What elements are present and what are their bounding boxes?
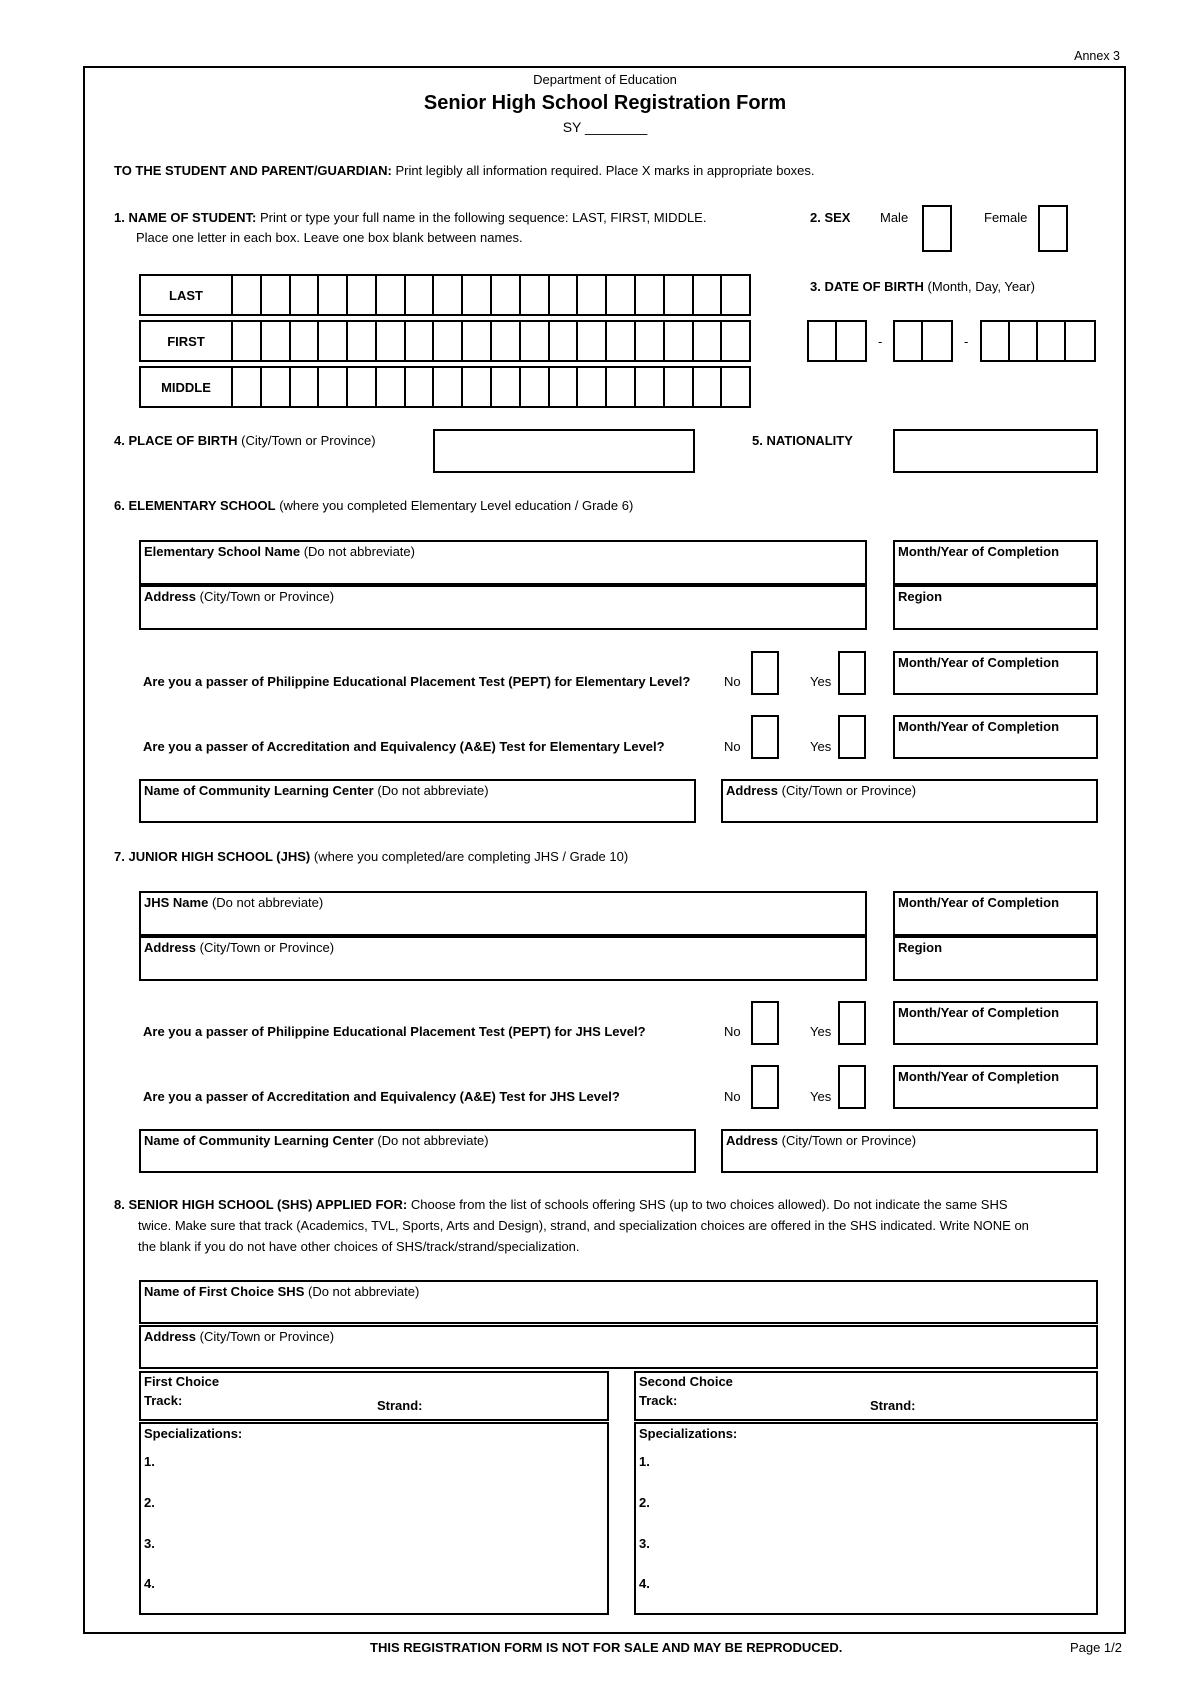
- letter-box[interactable]: [406, 368, 435, 406]
- jhs-pept-completion-field[interactable]: [893, 1001, 1098, 1045]
- second-choice-specialization-4: 4.: [639, 1576, 650, 1591]
- shs-text-1: Choose from the list of schools offering SHS (up to two choices allowed). Do not indicate the same SHS: [410, 1197, 1008, 1212]
- letter-box[interactable]: [665, 322, 694, 360]
- letter-box[interactable]: [319, 276, 348, 314]
- letter-box[interactable]: [233, 368, 262, 406]
- digit-box[interactable]: [1038, 322, 1066, 360]
- jhs-ae-yes-label: Yes: [810, 1089, 832, 1104]
- letter-box[interactable]: [694, 276, 723, 314]
- letter-box[interactable]: [262, 276, 291, 314]
- jhs-ae-no-label: No: [724, 1089, 741, 1104]
- first-choice-specialization-2: 2.: [144, 1495, 155, 1510]
- letter-box[interactable]: [463, 322, 492, 360]
- elementary-address-field[interactable]: [139, 585, 867, 630]
- letter-box[interactable]: [550, 368, 579, 406]
- jhs-heading: [114, 849, 628, 864]
- letter-box[interactable]: [665, 368, 694, 406]
- elementary-heading: [114, 498, 633, 513]
- digit-box[interactable]: [982, 322, 1010, 360]
- dob-number: 3.: [810, 279, 821, 294]
- letter-box[interactable]: [377, 322, 406, 360]
- dob-day-cells[interactable]: [893, 320, 953, 362]
- dob-separator-2: -: [964, 334, 969, 349]
- elementary-ae-question: Are you a passer of Accreditation and Equivalency (A&E) Test for Elementary Level?: [143, 739, 665, 754]
- nationality-number: 5.: [752, 433, 763, 448]
- letter-box[interactable]: [319, 322, 348, 360]
- female-checkbox[interactable]: [1038, 205, 1068, 252]
- first-name-label: FIRST: [141, 322, 233, 360]
- nationality-input[interactable]: [893, 429, 1098, 473]
- dob-note: (Month, Day, Year): [927, 279, 1035, 294]
- letter-box[interactable]: [521, 322, 550, 360]
- footer-notice: THIS REGISTRATION FORM IS NOT FOR SALE AND MAY BE REPRODUCED.: [370, 1640, 843, 1655]
- elementary-ae-yes-label: Yes: [810, 739, 832, 754]
- first-choice-shs-address-label: Address (City/Town or Province): [144, 1329, 335, 1344]
- letter-box[interactable]: [262, 322, 291, 360]
- jhs-ae-yes-checkbox[interactable]: [838, 1065, 866, 1109]
- jhs-address-field[interactable]: [139, 936, 867, 981]
- second-choice-track-field[interactable]: [634, 1371, 1098, 1421]
- dob-year-cells[interactable]: [980, 320, 1096, 362]
- nationality-heading: NATIONALITY: [766, 433, 853, 448]
- sex-heading: SEX: [824, 210, 851, 225]
- place-of-birth-label: [114, 433, 376, 448]
- first-choice-track-label: Track:: [144, 1393, 183, 1408]
- elementary-ae-yes-checkbox[interactable]: [838, 715, 866, 759]
- jhs-pept-yes-label: Yes: [810, 1024, 832, 1039]
- form-title: Senior High School Registration Form: [423, 92, 787, 114]
- place-of-birth-input[interactable]: [433, 429, 695, 473]
- letter-box[interactable]: [694, 322, 723, 360]
- jhs-ae-completion-field[interactable]: [893, 1065, 1098, 1109]
- letter-box[interactable]: [463, 276, 492, 314]
- letter-box[interactable]: [406, 276, 435, 314]
- first-choice-specialization-4: 4.: [144, 1576, 155, 1591]
- letter-box[interactable]: [550, 276, 579, 314]
- elementary-ae-completion-field[interactable]: [893, 715, 1098, 759]
- middle-name-label: MIDDLE: [141, 368, 233, 406]
- instructions-text: Print legibly all information required. Place X marks in appropriate boxes.: [395, 163, 815, 178]
- letter-box[interactable]: [636, 322, 665, 360]
- elementary-pept-completion-field[interactable]: [893, 651, 1098, 695]
- first-choice-specialization-3: 3.: [144, 1536, 155, 1551]
- last-name-cells[interactable]: [233, 276, 749, 314]
- elementary-school-name-label: Elementary School Name (Do not abbreviate): [144, 544, 415, 559]
- shs-number: 8.: [114, 1197, 125, 1212]
- jhs-name-field[interactable]: [139, 891, 867, 936]
- letter-box[interactable]: [636, 276, 665, 314]
- department-label: Department of Education: [533, 72, 677, 87]
- annex-label: Annex 3: [1074, 49, 1120, 63]
- second-choice-specialization-2: 2.: [639, 1495, 650, 1510]
- shs-heading: [114, 1197, 1008, 1212]
- elementary-completion-field[interactable]: [893, 540, 1098, 585]
- jhs-note: (where you completed/are completing JHS / Grade 10): [313, 849, 629, 864]
- last-name-label: LAST: [141, 276, 233, 314]
- letter-box[interactable]: [722, 276, 749, 314]
- elementary-pept-no-label: No: [724, 674, 741, 689]
- letter-box[interactable]: [578, 368, 607, 406]
- letter-box[interactable]: [463, 368, 492, 406]
- first-choice-specialization-1: 1.: [144, 1454, 155, 1469]
- letter-box[interactable]: [607, 368, 636, 406]
- elementary-school-name-field[interactable]: [139, 540, 867, 585]
- last-name-row[interactable]: [139, 274, 751, 316]
- elementary-note: (where you completed Elementary Level education / Grade 6): [279, 498, 634, 513]
- letter-box[interactable]: [665, 276, 694, 314]
- letter-box[interactable]: [348, 368, 377, 406]
- shs-text-2: twice. Make sure that track (Academics, TVL, Sports, Arts and Design), strand, and specialization choices are offered in the SHS indicated. Write NONE on: [138, 1218, 1029, 1233]
- letter-box[interactable]: [291, 368, 320, 406]
- school-year-label: SY ________: [562, 119, 648, 135]
- letter-box[interactable]: [377, 276, 406, 314]
- nationality-label: [752, 433, 853, 448]
- digit-box[interactable]: [923, 322, 951, 360]
- jhs-clc-address-label: Address (City/Town or Province): [726, 1133, 917, 1148]
- digit-box[interactable]: [809, 322, 837, 360]
- jhs-pept-yes-checkbox[interactable]: [838, 1001, 866, 1045]
- digit-box[interactable]: [1066, 322, 1094, 360]
- jhs-ae-completion-label: Month/Year of Completion: [898, 1069, 1060, 1084]
- jhs-region-label: Region: [898, 940, 943, 955]
- elementary-pept-completion-label: Month/Year of Completion: [898, 655, 1060, 670]
- first-choice-shs-field[interactable]: [139, 1280, 1098, 1324]
- elementary-clc-address-label: Address (City/Town or Province): [726, 783, 917, 798]
- elementary-label: ELEMENTARY SCHOOL: [128, 498, 276, 513]
- second-choice-track-label: Track:: [639, 1393, 678, 1408]
- elementary-pept-yes-label: Yes: [810, 674, 832, 689]
- jhs-pept-completion-label: Month/Year of Completion: [898, 1005, 1060, 1020]
- jhs-address-label: Address (City/Town or Province): [144, 940, 335, 955]
- letter-box[interactable]: [636, 368, 665, 406]
- elementary-clc-name-field[interactable]: [139, 779, 696, 823]
- elementary-region-label: Region: [898, 589, 943, 604]
- letter-box[interactable]: [607, 276, 636, 314]
- letter-box[interactable]: [233, 276, 262, 314]
- first-name-row[interactable]: [139, 320, 751, 362]
- digit-box[interactable]: [837, 322, 865, 360]
- second-choice-specializations-field[interactable]: [634, 1422, 1098, 1615]
- letter-box[interactable]: [722, 368, 749, 406]
- letter-box[interactable]: [578, 322, 607, 360]
- elementary-pept-no-checkbox[interactable]: [751, 651, 779, 695]
- letter-box[interactable]: [377, 368, 406, 406]
- jhs-pept-no-label: No: [724, 1024, 741, 1039]
- letter-box[interactable]: [319, 368, 348, 406]
- male-label: Male: [880, 210, 909, 225]
- letter-box[interactable]: [262, 368, 291, 406]
- jhs-clc-address-field[interactable]: [721, 1129, 1098, 1173]
- letter-box[interactable]: [406, 322, 435, 360]
- letter-box[interactable]: [348, 322, 377, 360]
- instructions-label: TO THE STUDENT AND PARENT/GUARDIAN:: [114, 163, 392, 178]
- letter-box[interactable]: [607, 322, 636, 360]
- male-checkbox[interactable]: [922, 205, 952, 252]
- jhs-completion-label: Month/Year of Completion: [898, 895, 1060, 910]
- sex-number: 2.: [810, 210, 821, 225]
- second-choice-specialization-3: 3.: [639, 1536, 650, 1551]
- letter-box[interactable]: [492, 368, 521, 406]
- elementary-clc-name-label: Name of Community Learning Center (Do not abbreviate): [144, 783, 489, 798]
- name-section-heading: [114, 210, 706, 225]
- letter-box[interactable]: [492, 276, 521, 314]
- elementary-ae-no-label: No: [724, 739, 741, 754]
- first-choice-label: First Choice: [144, 1374, 220, 1389]
- dob-heading: DATE OF BIRTH: [824, 279, 924, 294]
- dob-month-cells[interactable]: [807, 320, 867, 362]
- dob-separator: -: [878, 334, 883, 349]
- first-choice-shs-label: Name of First Choice SHS (Do not abbreviate): [144, 1284, 420, 1299]
- letter-box[interactable]: [578, 276, 607, 314]
- letter-box[interactable]: [434, 276, 463, 314]
- first-choice-specializations-field[interactable]: [139, 1422, 609, 1615]
- name-section-label: NAME OF STUDENT:: [128, 210, 257, 225]
- letter-box[interactable]: [722, 322, 749, 360]
- letter-box[interactable]: [521, 276, 550, 314]
- dob-label: [810, 279, 1035, 294]
- place-of-birth-number: 4.: [114, 433, 125, 448]
- jhs-region-field[interactable]: [893, 936, 1098, 981]
- jhs-clc-name-label: Name of Community Learning Center (Do not abbreviate): [144, 1133, 489, 1148]
- letter-box[interactable]: [233, 322, 262, 360]
- jhs-ae-no-checkbox[interactable]: [751, 1065, 779, 1109]
- jhs-label: JUNIOR HIGH SCHOOL (JHS): [128, 849, 311, 864]
- jhs-number: 7.: [114, 849, 125, 864]
- letter-box[interactable]: [291, 322, 320, 360]
- digit-box[interactable]: [1010, 322, 1038, 360]
- place-of-birth-note: (City/Town or Province): [241, 433, 376, 448]
- letter-box[interactable]: [434, 322, 463, 360]
- elementary-ae-no-checkbox[interactable]: [751, 715, 779, 759]
- instructions: [114, 163, 815, 178]
- second-choice-specialization-1: 1.: [639, 1454, 650, 1469]
- jhs-pept-no-checkbox[interactable]: [751, 1001, 779, 1045]
- place-of-birth-heading: PLACE OF BIRTH: [128, 433, 238, 448]
- letter-box[interactable]: [694, 368, 723, 406]
- female-label: Female: [984, 210, 1028, 225]
- elementary-clc-address-field[interactable]: [721, 779, 1098, 823]
- elementary-pept-yes-checkbox[interactable]: [838, 651, 866, 695]
- elementary-pept-question: Are you a passer of Philippine Educational Placement Test (PEPT) for Elementary Level?: [143, 674, 691, 689]
- middle-name-cells[interactable]: [233, 368, 749, 406]
- shs-label: SENIOR HIGH SCHOOL (SHS) APPLIED FOR:: [128, 1197, 408, 1212]
- letter-box[interactable]: [521, 368, 550, 406]
- jhs-name-label: JHS Name (Do not abbreviate): [144, 895, 324, 910]
- elementary-number: 6.: [114, 498, 125, 513]
- first-choice-shs-address-field[interactable]: [139, 1325, 1098, 1369]
- name-section-text-2: Place one letter in each box. Leave one box blank between names.: [136, 230, 523, 245]
- jhs-completion-field[interactable]: [893, 891, 1098, 936]
- letter-box[interactable]: [492, 322, 521, 360]
- page-number: Page 1/2: [1069, 1640, 1122, 1655]
- name-section-number: 1.: [114, 210, 125, 225]
- second-choice-specializations-label: Specializations:: [639, 1426, 738, 1441]
- second-choice-strand-label: Strand:: [870, 1398, 916, 1413]
- jhs-clc-name-field[interactable]: [139, 1129, 696, 1173]
- first-name-cells[interactable]: [233, 322, 749, 360]
- digit-box[interactable]: [895, 322, 923, 360]
- jhs-ae-question: Are you a passer of Accreditation and Equivalency (A&E) Test for JHS Level?: [143, 1089, 620, 1104]
- letter-box[interactable]: [434, 368, 463, 406]
- elementary-region-field[interactable]: [893, 585, 1098, 630]
- elementary-ae-completion-label: Month/Year of Completion: [898, 719, 1060, 734]
- sex-label: [810, 210, 850, 225]
- first-choice-strand-label: Strand:: [377, 1398, 423, 1413]
- first-choice-track-field[interactable]: [139, 1371, 609, 1421]
- elementary-address-label: Address (City/Town or Province): [144, 589, 335, 604]
- second-choice-label: Second Choice: [639, 1374, 733, 1389]
- middle-name-row[interactable]: [139, 366, 751, 408]
- shs-text-3: the blank if you do not have other choices of SHS/track/strand/specialization.: [138, 1239, 580, 1254]
- jhs-pept-question: Are you a passer of Philippine Educational Placement Test (PEPT) for JHS Level?: [143, 1024, 646, 1039]
- elementary-completion-label: Month/Year of Completion: [898, 544, 1060, 559]
- first-choice-specializations-label: Specializations:: [144, 1426, 243, 1441]
- letter-box[interactable]: [291, 276, 320, 314]
- letter-box[interactable]: [348, 276, 377, 314]
- letter-box[interactable]: [550, 322, 579, 360]
- name-section-text: Print or type your full name in the following sequence: LAST, FIRST, MIDDLE.: [259, 210, 707, 225]
